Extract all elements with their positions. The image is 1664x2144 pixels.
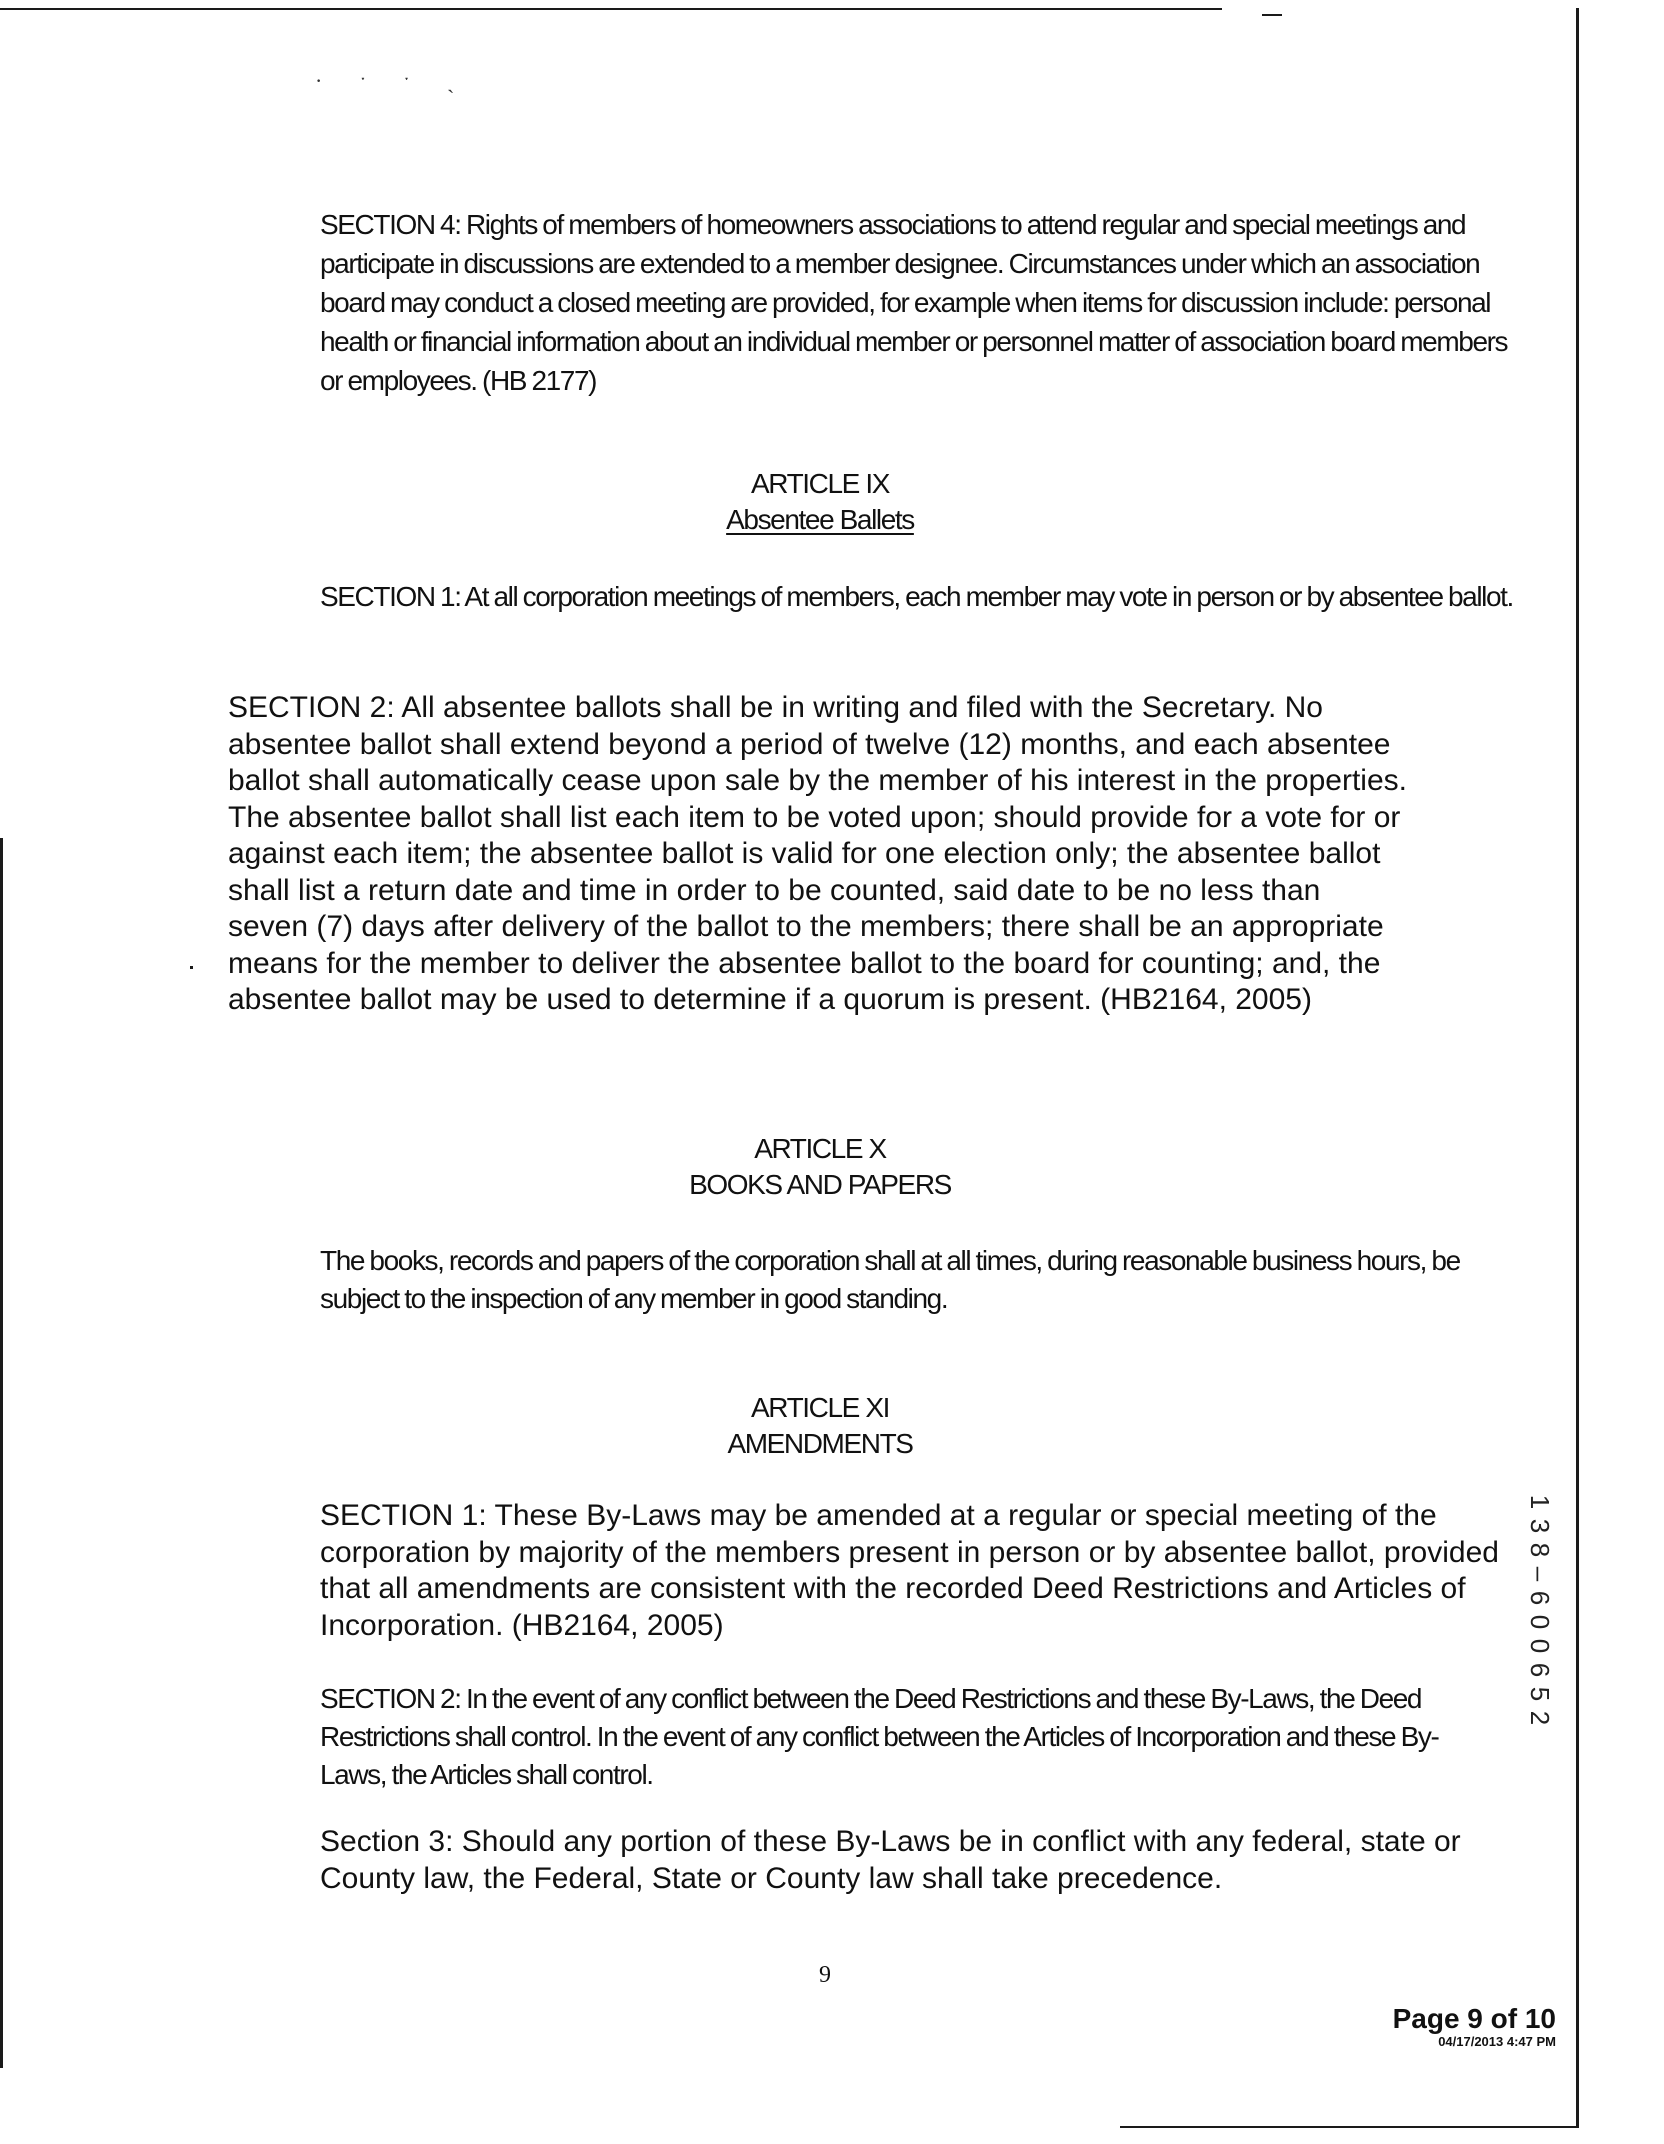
stamp-char: 5 (1525, 1686, 1555, 1702)
top-border-dash (1262, 14, 1282, 16)
stamp-char: 0 (1525, 1638, 1555, 1654)
top-border-line (0, 8, 1222, 10)
stamp-char: 0 (1525, 1614, 1555, 1630)
article-xi-title: ARTICLE XI (751, 1392, 889, 1423)
article-ix-section-2: SECTION 2: All absentee ballots shall be in writing and filed with the Secretary. No absentee ballot shall extend beyond a period of twelve (12) months, and each absentee ballot shall automatically cease upon sale by the member of his interest in the properties. The absentee ballot shall list each item to be voted upon; should provide for a vote for or against each item; the absentee ballot is valid for one election only; the absentee ballot shall list a return date and time in order to be counted, said date to be no less than seven (7) days after delivery of the ballot to the members; there shall be an appropriate means for the member to deliver the absentee ballot to the board for counting; and, the absentee ballot may be used to determine if a quorum is present. (HB2164, 2005) (228, 691, 1407, 1016)
scan-specks: · ˑ ˑ ˎ (315, 68, 471, 93)
bottom-border-line (1120, 2126, 1578, 2128)
stamp-char: 8 (1525, 1542, 1555, 1558)
article-x-title: ARTICLE X (754, 1133, 886, 1164)
article-ix-title: ARTICLE IX (751, 468, 889, 499)
recording-number-stamp (1520, 1490, 1560, 1730)
left-edge-mark (0, 838, 3, 2068)
article-ix-subtitle: Absentee Ballets (726, 504, 914, 535)
right-border-line (1576, 8, 1579, 2128)
left-edge-dot (190, 966, 193, 969)
article-ix-section-1: SECTION 1: At all corporation meetings of members, each member may vote in person or by absentee ballot. (320, 581, 1513, 612)
page-number: 9 (819, 1962, 831, 1988)
section-4-paragraph: SECTION 4: Rights of members of homeowners associations to attend regular and special meetings and participate in discussions are extended to a member designee. Circumstances under which an association board may conduct a closed meeting are provided, for example when items for discussion include: personal health or financial information about an individual member or personnel matter of association board members or employees. (HB 2177) (320, 209, 1508, 396)
article-xi-section-3: Section 3: Should any portion of these By-Laws be in conflict with any federal, state or County law, the Federal, State or County law shall take precedence. (320, 1825, 1461, 1895)
stamp-char: 6 (1525, 1590, 1555, 1606)
article-x-body: The books, records and papers of the corporation shall at all times, during reasonable business hours, be subject to the inspection of any member in good standing. (320, 1245, 1460, 1314)
stamp-char: – (1525, 1566, 1555, 1582)
stamp-char: 6 (1525, 1662, 1555, 1678)
article-xi-subtitle: AMENDMENTS (727, 1428, 913, 1459)
stamp-char: 3 (1525, 1518, 1555, 1534)
page-count-label: Page 9 of 10 (1392, 2003, 1556, 2034)
article-xi-section-1: SECTION 1: These By-Laws may be amended at a regular or special meeting of the corporation by majority of the members present in person or by absentee ballot, provided that all amendments are consistent with the recorded Deed Restrictions and Articles of Incorporation. (HB2164, 2005) (320, 1499, 1499, 1642)
print-timestamp: 04/17/2013 4:47 PM (1438, 2034, 1556, 2049)
stamp-char: 2 (1525, 1710, 1555, 1726)
page-count-stamp (1330, 2004, 1556, 2050)
stamp-char: 1 (1525, 1494, 1555, 1510)
article-x-subtitle: BOOKS AND PAPERS (689, 1169, 951, 1200)
article-xi-section-2: SECTION 2: In the event of any conflict between the Deed Restrictions and these By-Laws, the Deed Restrictions shall control. In the event of any conflict between the Articles of Incorporation and these By-Laws, the Articles shall control. (320, 1683, 1439, 1790)
